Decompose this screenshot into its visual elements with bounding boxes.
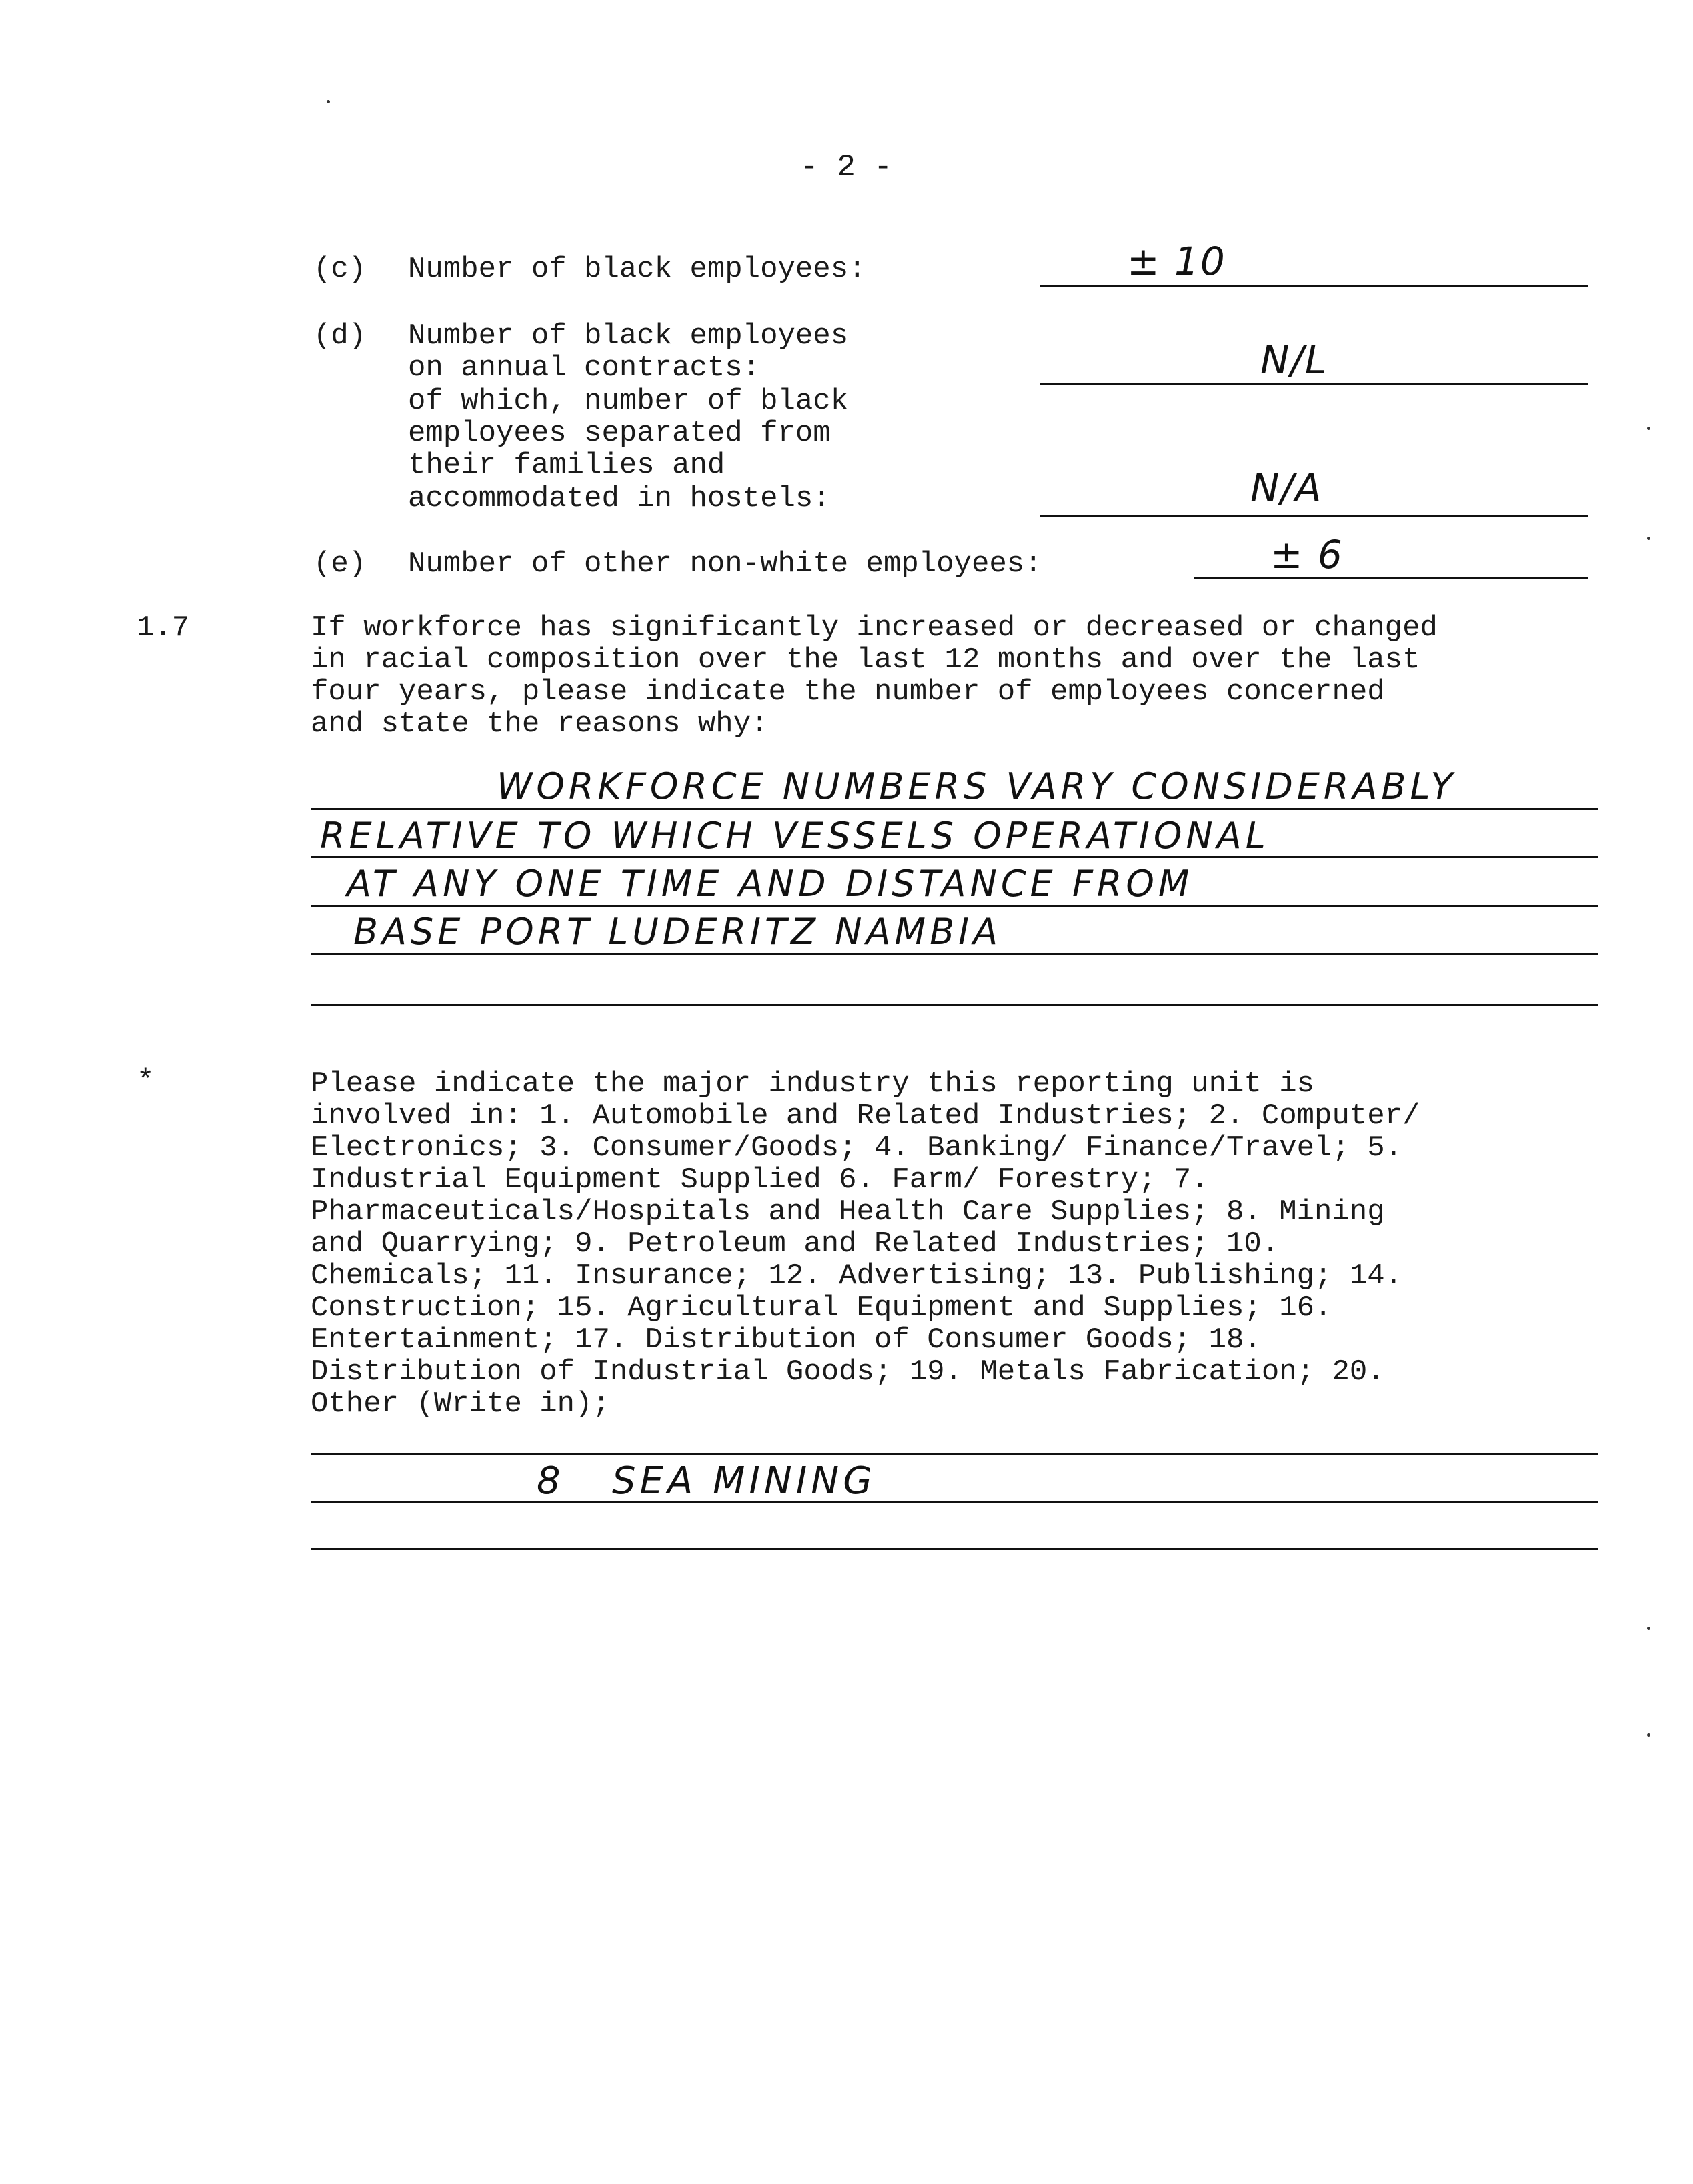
item-d-sub-answer: N/A — [1250, 465, 1323, 511]
answer-line-1 — [311, 808, 1598, 810]
answer-line-2 — [311, 856, 1598, 858]
item-d-marker: (d) — [313, 319, 367, 353]
item-d-sub-label-2: employees separated from — [408, 417, 831, 450]
industry-question-1: Please indicate the major industry this reporting unit is — [311, 1067, 1315, 1101]
item-d-label-2: on annual contracts: — [408, 351, 761, 385]
item-d-sub-label-4: accommodated in hostels: — [408, 482, 831, 515]
item-d-sub-label-1: of which, number of black — [408, 385, 849, 418]
answer-line-5 — [311, 1004, 1598, 1006]
item-c-label: Number of black employees: — [408, 253, 866, 286]
section-1-7-number: 1.7 — [137, 611, 190, 645]
industry-question-2: involved in: 1. Automobile and Related Industries; 2. Computer/ — [311, 1099, 1420, 1133]
section-1-7-answer-1: WORKFORCE NUMBERS VARY CONSIDERABLY — [497, 765, 1457, 807]
industry-question-8: Construction; 15. Agricultural Equipment and Supplies; 16. — [311, 1291, 1332, 1325]
industry-marker: * — [137, 1065, 155, 1098]
industry-question-11: Other (Write in); — [311, 1387, 610, 1421]
section-1-7-question-1: If workforce has significantly increased or decreased or changed — [311, 611, 1438, 645]
section-1-7-question-3: four years, please indicate the number of employees concerned — [311, 675, 1385, 709]
scan-speck — [1647, 427, 1650, 430]
item-d-sub-answer-line — [1040, 515, 1588, 517]
scan-speck — [1647, 1733, 1650, 1737]
section-1-7-answer-2: RELATIVE TO WHICH VESSELS OPERATIONAL — [320, 815, 1270, 857]
industry-line-1 — [311, 1453, 1598, 1455]
industry-question-6: and Quarrying; 9. Petroleum and Related Industries; 10. — [311, 1227, 1280, 1261]
item-d-label-1: Number of black employees — [408, 319, 849, 353]
item-c-marker: (c) — [313, 253, 367, 286]
item-e-label: Number of other non-white employees: — [408, 547, 1042, 581]
industry-question-7: Chemicals; 11. Insurance; 12. Advertising; 13. Publishing; 14. — [311, 1259, 1403, 1293]
industry-question-3: Electronics; 3. Consumer/Goods; 4. Banking/ Finance/Travel; 5. — [311, 1131, 1403, 1165]
section-1-7-answer-4: BASE PORT LUDERITZ NAMBIA — [353, 911, 1002, 953]
item-e-marker: (e) — [313, 547, 367, 581]
section-1-7-answer-3: AT ANY ONE TIME AND DISTANCE FROM — [347, 863, 1194, 905]
scan-speck — [327, 100, 330, 103]
item-e-answer: ± 6 — [1270, 532, 1344, 577]
scan-speck — [1647, 537, 1650, 540]
industry-question-10: Distribution of Industrial Goods; 19. Metals Fabrication; 20. — [311, 1355, 1385, 1389]
industry-question-4: Industrial Equipment Supplied 6. Farm/ Forestry; 7. — [311, 1163, 1209, 1197]
item-c-answer: ± 10 — [1127, 239, 1226, 284]
item-d-sub-label-3: their families and — [408, 449, 725, 482]
section-1-7-question-4: and state the reasons why: — [311, 707, 769, 741]
industry-question-9: Entertainment; 17. Distribution of Consumer Goods; 18. — [311, 1323, 1262, 1357]
item-e-answer-line — [1194, 577, 1588, 579]
section-1-7-question-2: in racial composition over the last 12 months and over the last — [311, 643, 1420, 677]
industry-line-3 — [311, 1548, 1598, 1550]
answer-line-3 — [311, 905, 1598, 907]
industry-line-2 — [311, 1501, 1598, 1503]
answer-line-4 — [311, 953, 1598, 955]
industry-question-5: Pharmaceuticals/Hospitals and Health Care Supplies; 8. Mining — [311, 1195, 1385, 1229]
item-c-answer-line — [1040, 285, 1588, 287]
industry-answer: 8 SEA MINING — [537, 1459, 876, 1503]
item-d-answer-line — [1040, 383, 1588, 385]
page-number: - 2 - — [800, 150, 893, 185]
item-d-answer: N/L — [1260, 337, 1328, 383]
scan-speck — [1647, 1627, 1650, 1630]
